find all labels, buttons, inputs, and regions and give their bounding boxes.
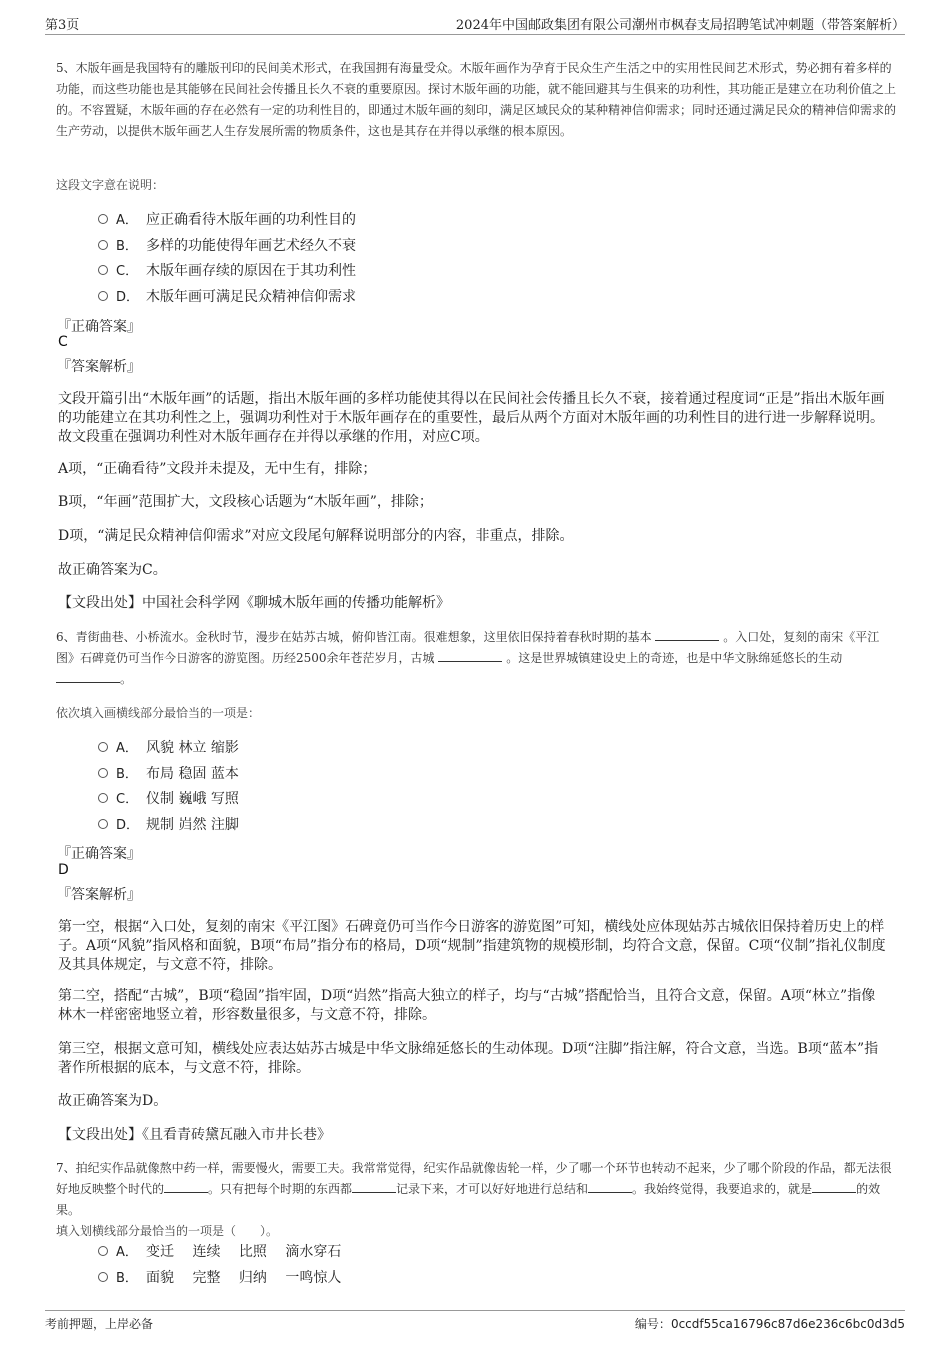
question-5-answer-tag: 『正确答案』 (57, 319, 141, 335)
question-6-option-a[interactable]: A． 风貌 林立 缩影 (98, 738, 239, 758)
question-5-analysis-main: 文段开篇引出“木版年画”的话题，指出木版年画的多样功能使其得以在民间社会传播且长久不衰，接着通过程度词“正是”指出木版年画的功能建立在其功利性之上，强调功利性对于木版年画存在的重要性，最后从两个方面对木版年画的功利性目的进行进一步解释说明。故文段重在强调功利性对木版年画存在并得以承继的作用，对应C项。 (58, 391, 885, 445)
radio-icon[interactable] (98, 768, 108, 778)
question-5-analysis-d: D项，“满足民众精神信仰需求”对应文段尾句解释说明部分的内容，非重点，排除。 (58, 528, 574, 544)
question-5-option-c[interactable]: C． 木版年画存续的原因在于其功利性 (98, 261, 356, 281)
question-6-option-c[interactable]: C． 仪制 巍峨 写照 (98, 789, 239, 809)
fill-blank-2 (438, 649, 502, 662)
fill-blank-1 (164, 1180, 208, 1193)
radio-icon[interactable] (98, 819, 108, 829)
question-5-answer: C (58, 334, 68, 350)
radio-icon[interactable] (98, 1272, 108, 1282)
question-5-analysis-a: A项，“正确看待”文段并未提及，无中生有，排除； (58, 461, 377, 477)
fill-blank-3 (56, 670, 120, 683)
question-6-analysis-tag: 『答案解析』 (57, 887, 141, 903)
fill-blank-3 (588, 1180, 632, 1193)
question-7-stem: 7、拍纪实作品就像熬中药一样，需要慢火，需要工夫。我常常觉得，纪实作品就像齿轮一样，少了哪一个环节也转动不起来，少了哪个阶段的作品，都无法很好地反映整个时代的 。只有把每个时期的东西都 记录下来，才可以好好地进行总结和 。我始终觉得，我要追求的，就是 的效果。 (56, 1161, 892, 1217)
question-6-analysis-blank-3: 第三空，根据文意可知，横线处应表达姑苏古城是中华文脉绵延悠长的生动体现。D项“注脚”指注解，符合文意，当选。B项“蓝本”指著作所根据的底本，与文意不符，排除。 (58, 1041, 879, 1076)
fill-blank-4 (812, 1180, 856, 1193)
page-header (45, 12, 905, 35)
question-6-source: 【文段出处】《且看青砖黛瓦融入市井长巷》 (58, 1127, 331, 1143)
page-footer (45, 1310, 905, 1335)
question-6-option-d[interactable]: D． 规制 岿然 注脚 (98, 815, 239, 835)
footer-slogan: 考前押题，上岸必备 (45, 1317, 154, 1331)
radio-icon[interactable] (98, 240, 108, 250)
question-5-source: 【文段出处】中国社会科学网《聊城木版年画的传播功能解析》 (58, 595, 450, 611)
question-6-analysis-blank-2: 第二空，搭配“古城”，B项“稳固”指牢固，D项“岿然”指高大独立的样子，均与“古城”搭配恰当，且符合文意，保留。A项“林立”指像林木一样密密地竖立着，形容数量很多，与文意不符，排除。 (58, 988, 876, 1023)
question-7-prompt: 填入划横线部分最恰当的一项是（ ）。 (56, 1224, 279, 1238)
question-6-analysis-blank-1: 第一空，根据“入口处，复刻的南宋《平江图》石碑竟仍可当作今日游客的游览图”可知，横线处应体现姑苏古城依旧保持着历史上的样子。A项“风貌”指风格和面貌，B项“布局”指分布的格局，D项“规制”指建筑物的规模形制，均符合文意，保留。C项“仪制”指礼仪制度及其具体规定，与文意不符，排除。 (58, 919, 886, 973)
question-5-option-b[interactable]: B． 多样的功能使得年画艺术经久不衰 (98, 236, 356, 256)
question-5-analysis-b: B项，“年画”范围扩大，文段核心话题为“木版年画”，排除； (58, 494, 433, 510)
page-number: 第3页 (45, 18, 80, 33)
question-5-option-d[interactable]: D． 木版年画可满足民众精神信仰需求 (98, 287, 356, 307)
question-6-answer-tag: 『正确答案』 (57, 846, 141, 862)
question-5-conclusion: 故正确答案为C。 (58, 562, 167, 578)
question-6-conclusion: 故正确答案为D。 (58, 1093, 168, 1109)
radio-icon[interactable] (98, 793, 108, 803)
question-6-option-b[interactable]: B． 布局 稳固 蓝本 (98, 764, 239, 784)
fill-blank-2 (352, 1180, 396, 1193)
question-6-prompt: 依次填入画横线部分最恰当的一项是： (56, 706, 261, 720)
radio-icon[interactable] (98, 291, 108, 301)
radio-icon[interactable] (98, 265, 108, 275)
question-5-option-a[interactable]: A． 应正确看待木版年画的功利性目的 (98, 210, 356, 230)
radio-icon[interactable] (98, 214, 108, 224)
question-7-option-a[interactable]: A． 变迁 连续 比照 滴水穿石 (98, 1242, 341, 1262)
radio-icon[interactable] (98, 742, 108, 752)
question-6-stem: 6、青街曲巷、小桥流水。金秋时节，漫步在姑苏古城，俯仰皆江南。很难想象，这里依旧保持着春秋时期的基本 。入口处，复刻的南宋《平江图》石碑竟仍可当作今日游客的游览图。历经2500余年苍茫岁月，古城 。这是世界城镇建设史上的奇迹，也是中华文脉绵延悠长的生动 。 (56, 630, 880, 686)
question-7-option-b[interactable]: B． 面貌 完整 归纳 一鸣惊人 (98, 1268, 341, 1288)
question-6-answer: D (58, 862, 69, 878)
question-5-prompt: 这段文字意在说明： (56, 178, 165, 192)
fill-blank-1 (655, 628, 719, 641)
question-5-stem: 5、木版年画是我国特有的雕版刊印的民间美术形式，在我国拥有海量受众。木版年画作为孕育于民众生产生活之中的实用性民间艺术形式，势必拥有着多样的功能，而这些功能也是其能够在民间社会传播且长久不衰的重要原因。探讨木版年画的功能，就不能回避其与生俱来的功利性，其功能正是建立在功利价值之上的。不容置疑，木版年画的存在必然有一定的功利性目的，即通过木版年画的刻印，满足区域民众的某种精神信仰需求；同时还通过满足民众的精神信仰需求的生产劳动，以提供木版年画艺人生存发展所需的物质条件，这也是其存在并得以承继的根本原因。 (56, 61, 897, 138)
document-title: 2024年中国邮政集团有限公司潮州市枫春支局招聘笔试冲刺题（带答案解析） (455, 18, 905, 33)
question-5-analysis-tag: 『答案解析』 (57, 359, 141, 375)
footer-code: 编号：0ccdf55ca16796c87d6e236c6bc0d3d5 (634, 1317, 905, 1331)
radio-icon[interactable] (98, 1246, 108, 1256)
